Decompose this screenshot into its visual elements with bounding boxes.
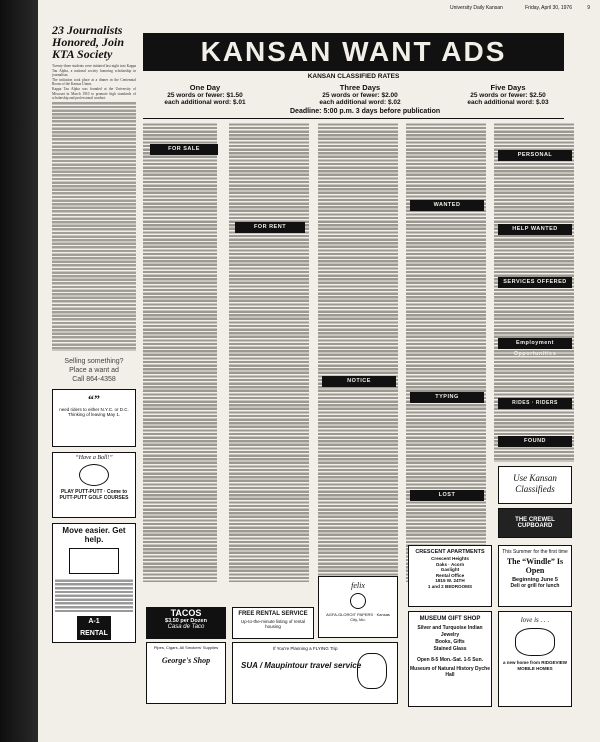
felix-ad <box>318 576 398 638</box>
use-kansan-text: Use Kansan Classifieds <box>513 473 557 494</box>
crescent-item: Crescent Heights <box>431 556 469 561</box>
section-for-sale: FOR SALE <box>150 144 218 155</box>
putt-putt-title: “Have a Ball!” <box>75 454 113 461</box>
page-folio <box>55 5 592 13</box>
museum-item: Books, Gifts <box>435 639 465 645</box>
tacos-price: $3.50 per Dozen <box>165 618 207 624</box>
crescent-item: Gaslight <box>440 567 460 573</box>
section-personal: PERSONAL <box>498 150 572 161</box>
crescent-title: CRESCENT APARTMENTS <box>415 549 485 555</box>
riders-label: RIDERS <box>535 400 558 406</box>
cartoon-couple-icon <box>515 628 555 656</box>
page-gutter-shadow <box>0 0 38 742</box>
museum-item: Silver and Turquoise Indian Jewelry <box>417 625 483 638</box>
travel-title: SUA / Maupintour travel service <box>241 661 362 670</box>
windle-sub: Beginning June 5 <box>512 577 558 583</box>
section-help-wanted: HELP WANTED <box>498 224 572 235</box>
georges-title: George's Shop <box>161 656 211 665</box>
sell-line: Call 864-4358 <box>72 375 116 383</box>
putt-putt-ad <box>52 452 136 518</box>
crewel-title: THE CREWEL CUPBOARD <box>515 517 555 529</box>
rates-title: KANSAN CLASSIFIED RATES <box>307 73 400 80</box>
classified-column-2 <box>229 122 309 582</box>
deadline-text: Deadline: 5:00 p.m. 3 days before publication <box>290 108 441 115</box>
rate-label: Three Days <box>339 83 381 92</box>
tacos-name: Casa de Taco <box>167 624 205 630</box>
a1-logo: A-1 RENTAL <box>77 616 111 640</box>
section-wanted: WANTED <box>410 200 484 211</box>
rates-rule <box>143 118 564 119</box>
story-body <box>52 64 136 351</box>
windle-ad <box>498 545 572 607</box>
section-for-rent: FOR RENT <box>235 222 305 233</box>
classified-text <box>494 122 574 462</box>
georges-shop-ad <box>146 642 226 704</box>
crescent-items <box>409 555 491 590</box>
riders-ad-text: need riders to either N.Y.C. or D.C. Thinking of leaving May 1. <box>59 406 129 418</box>
windle-top: This Summer for the first time <box>502 549 568 555</box>
classified-column-4 <box>406 122 486 582</box>
classified-column-3 <box>318 122 398 582</box>
felix-emblem-icon <box>350 593 366 609</box>
rate-five-days <box>452 84 564 107</box>
story-paragraph: Kappa Tau Alpha was founded at the University of Missouri in March 1910 to promote high standards of scholarship and professional conduct. <box>52 86 136 101</box>
travel-text: If You're Planning a FLYING Trip <box>273 646 338 651</box>
section-typing: TYPING <box>410 392 484 403</box>
rate-line: 25 words or fewer: $1.50 <box>167 91 243 99</box>
classified-text <box>406 122 486 582</box>
classified-text <box>318 122 398 582</box>
museum-item: Stained Glass <box>433 646 467 652</box>
rate-line: 25 words or fewer: $2.00 <box>322 91 398 99</box>
museum-title: MUSEUM GIFT SHOP <box>419 616 481 622</box>
rate-line: each additional word: $.02 <box>319 99 401 106</box>
crescent-item-pair: Oaks · Acorn <box>435 561 465 567</box>
museum-hours: Open 8-5 Mon.-Sat. 1-5 Sun. <box>416 657 484 663</box>
section-notice: NOTICE <box>322 376 396 387</box>
riders-ad <box>52 389 136 447</box>
rate-three-days <box>300 84 420 107</box>
felix-text: AGFA-GLOROIT PAPERS · Kansas City, Mo. <box>326 612 390 622</box>
traveler-illustration-icon <box>357 653 387 689</box>
rate-one-day <box>150 84 260 107</box>
golf-ball-icon <box>79 464 109 486</box>
story-paragraph: The initiation took place at a dinner in the Centennial Room of the Kansas Union. <box>52 77 136 87</box>
crescent-apartments-ad <box>408 545 492 607</box>
felix-title: felix <box>351 581 365 590</box>
sell-something-ad <box>52 357 136 384</box>
truck-icon <box>69 548 119 574</box>
rate-line: each additional word: $.01 <box>164 99 246 106</box>
tacos-ad <box>146 607 226 639</box>
classified-text <box>229 122 309 582</box>
museum-gift-shop-ad <box>408 611 492 707</box>
riders-ad-title: “” <box>88 391 100 406</box>
a1-fine-print <box>55 578 133 612</box>
section-employment: Employment Opportunities <box>498 338 572 349</box>
love-title: love is . . . <box>520 616 550 624</box>
crescent-item: 1815 W. 24TH <box>435 578 465 584</box>
crescent-item: Oaks <box>435 561 448 567</box>
rental-title: FREE RENTAL SERVICE <box>238 611 308 617</box>
use-kansan-ad <box>498 466 572 504</box>
classified-text <box>143 122 217 582</box>
section-found: FOUND <box>498 436 572 447</box>
rate-label: One Day <box>189 83 221 92</box>
story-paragraph: Twenty-three students were initiated last night into Kappa Tau Alpha, a national society honoring scholarship in journalism. <box>52 64 136 78</box>
a1-title: Move easier. Get help. <box>62 525 126 544</box>
left-column <box>52 24 136 724</box>
section-lost: LOST <box>410 490 484 501</box>
a1-rental-ad <box>52 523 136 643</box>
love-text: a new home from RIDGEVIEW MOBILE HOMES <box>502 660 567 671</box>
want-ads-banner: KANSAN WANT ADS <box>143 33 564 71</box>
classified-column-5 <box>494 122 574 462</box>
classified-column-1 <box>143 122 217 582</box>
museum-items <box>409 622 491 653</box>
georges-text: Pipes, Cigars, All Smokers' Supplies <box>153 645 219 650</box>
section-rides-riders: RIDES · RIDERS <box>498 398 572 409</box>
museum-place: Museum of Natural History Dyche Hall <box>409 666 491 678</box>
rate-line: each additional word: $.03 <box>467 99 549 106</box>
folio-date: Friday, April 30, 1976 <box>525 5 572 11</box>
crescent-item: Acorn <box>450 561 465 567</box>
sell-line: Selling something? <box>64 357 124 365</box>
rides-label: RIDES <box>512 400 530 406</box>
folio-page-number: 9 <box>587 5 590 11</box>
crewel-cupboard-ad <box>498 508 572 538</box>
tacos-title: TACOS <box>170 608 202 618</box>
ridgeview-ad <box>498 611 572 707</box>
free-rental-ad <box>232 607 314 639</box>
story-filler <box>52 101 136 351</box>
putt-putt-text: PLAY PUTT-PUTT · Come to PUTT-PUTT GOLF COURSES <box>59 488 129 501</box>
windle-main: The “Windle” Is Open <box>506 557 564 575</box>
section-services-offered: SERVICES OFFERED <box>498 277 572 288</box>
crescent-item: 1 and 2 BEDROOMS <box>427 583 473 589</box>
windle-foot: Deli or grill for lunch <box>510 583 560 589</box>
crescent-item: Rental Office <box>435 572 465 578</box>
travel-service-ad <box>232 642 398 704</box>
rental-text: Up-to-the-minute listing of rental housing <box>240 619 306 629</box>
rate-line: 25 words or fewer: $2.50 <box>470 91 546 99</box>
folio-paper-name: University Daily Kansan <box>450 5 503 11</box>
rate-label: Five Days <box>490 83 526 92</box>
sell-line: Place a want ad <box>69 366 119 374</box>
story-headline: 23 Journalists Honored, Join KTA Society <box>52 23 125 61</box>
